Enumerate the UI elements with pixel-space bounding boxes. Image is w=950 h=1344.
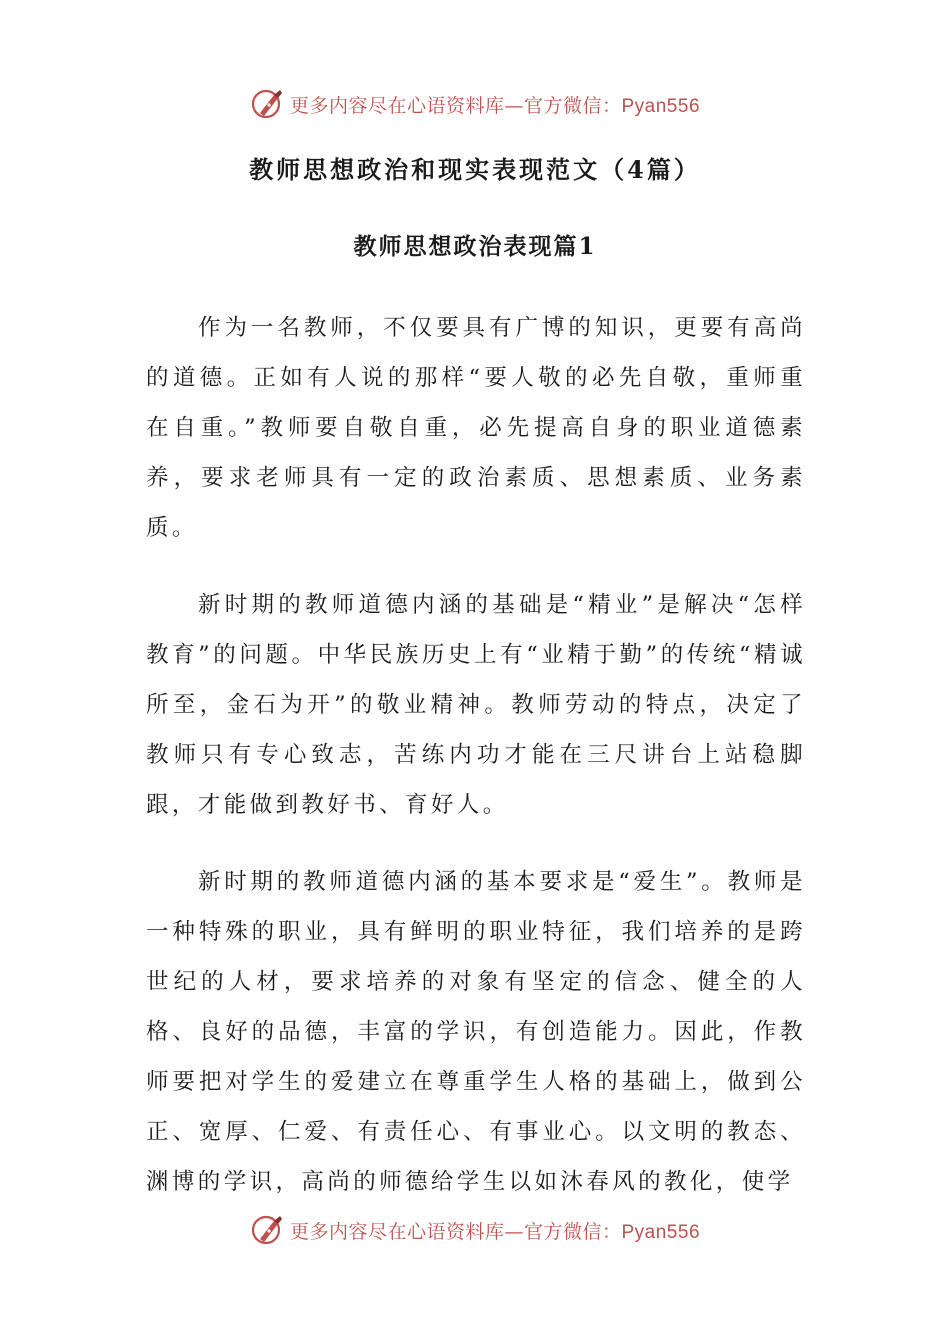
pen-nib-circle-icon	[250, 86, 286, 122]
banner-wechat-id: Pyan556	[621, 1221, 701, 1243]
paragraph: 作为一名教师，不仅要具有广博的知识，更要有高尚的道德。正如有人说的那样“要人敬的必先自敬，重师重在自重。”教师要自敬自重，必先提高自身的职业道德素养，要求老师具有一定的政治素质、思想素质、业务素质。	[146, 315, 806, 541]
banner-promo-text: 更多内容尽在心语资料库—官方微信：	[289, 1220, 622, 1243]
paragraph: 新时期的教师道德内涵的基础是“精业”是解决“怎样教育”的问题。中华民族历史上有“业精于勤”的传统“精诚所至，金石为开”的敬业精神。教师劳动的特点，决定了教师只有专心致志，苦练内功才能在三尺讲台上站稳脚跟，才能做到教好书、育好人。	[146, 592, 806, 818]
paragraph: 新时期的教师道德内涵的基本要求是“爱生”。教师是一种特殊的职业，具有鲜明的职业特征，我们培养的是跨世纪的人材，要求培养的对象有坚定的信念、健全的人格、良好的品德，丰富的学识，有创造能力。因此，作教师要把对学生的爱建立在尊重学生人格的基础上，做到公正、宽厚、仁爱、有责任心、有事业心。以文明的教态、渊博的学识，高尚的师德给学生以如沐春风的教化，使学	[146, 869, 806, 1195]
banner-text	[290, 91, 700, 118]
banner-promo-text: 更多内容尽在心语资料库—官方微信：	[289, 94, 622, 117]
footer-banner	[0, 1210, 950, 1250]
section-title: 教师思想政治表现篇1	[353, 233, 597, 260]
document-body	[146, 303, 806, 1234]
pen-nib-circle-icon	[250, 1212, 286, 1248]
banner-wechat-id: Pyan556	[621, 95, 701, 117]
document-title: 教师思想政治和现实表现范文（4篇）	[249, 155, 701, 184]
header-banner	[0, 84, 950, 124]
banner-text	[290, 1217, 700, 1244]
